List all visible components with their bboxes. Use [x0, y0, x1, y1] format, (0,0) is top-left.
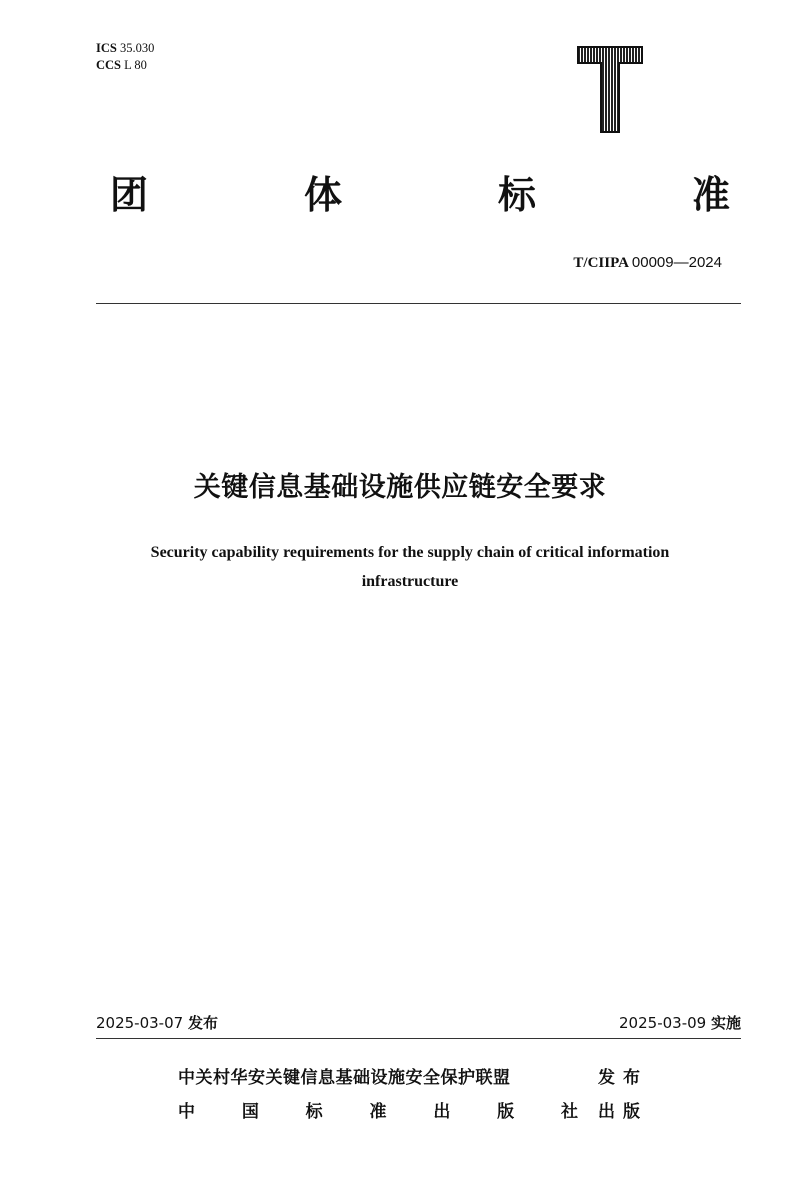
ccs-line — [96, 57, 154, 74]
top-divider — [96, 303, 741, 304]
issue-date-value: 2025-03-07 — [96, 1014, 184, 1032]
title-english-line: Security capability requirements for the supply chain of critical information — [150, 544, 670, 561]
ccs-code: L 80 — [124, 58, 147, 72]
title-english-line: infrastructure — [361, 573, 459, 590]
classification-codes — [96, 40, 154, 74]
standard-type-char: 团 — [110, 173, 149, 217]
standard-type-char: 准 — [691, 173, 730, 217]
standard-logo-t — [575, 44, 645, 136]
implementation-date — [619, 1012, 741, 1033]
publisher-char: 版 — [497, 1102, 515, 1122]
publisher-role: 出版 — [598, 1102, 648, 1122]
publisher-char: 中 — [178, 1102, 195, 1122]
issue-date — [96, 1012, 218, 1033]
publisher-char: 国 — [241, 1102, 259, 1122]
implementation-date-value: 2025-03-09 — [619, 1014, 707, 1032]
issuer-name: 中关村华安关键信息基础设施安全保护联盟 — [178, 1068, 511, 1088]
ics-line — [96, 40, 154, 57]
title-english — [80, 538, 740, 596]
issuer-row — [178, 1063, 660, 1088]
bottom-divider — [96, 1038, 741, 1039]
publisher-char: 出 — [433, 1102, 451, 1122]
standard-type-char: 标 — [497, 173, 536, 217]
ics-code: 35.030 — [119, 41, 155, 55]
title-chinese: 关键信息基础设施供应链安全要求 — [193, 472, 607, 503]
ccs-label: CCS — [96, 58, 122, 72]
publisher-name — [178, 1097, 598, 1122]
standard-number-value: 00009—2024 — [631, 254, 722, 271]
issuer-role: 发布 — [598, 1068, 648, 1088]
issue-date-label: 发布 — [187, 1014, 218, 1032]
standard-type-char: 体 — [303, 173, 342, 217]
implementation-date-label: 实施 — [710, 1014, 741, 1032]
standard-number-prefix: T/CIIPA — [573, 255, 629, 271]
logo-letter: T — [575, 44, 576, 45]
standard-number — [573, 254, 722, 272]
publisher-row — [178, 1097, 660, 1122]
standard-type-heading — [110, 170, 730, 220]
publisher-char: 准 — [369, 1102, 387, 1122]
publisher-char: 标 — [305, 1102, 323, 1122]
publisher-char: 社 — [560, 1102, 578, 1122]
ics-label: ICS — [96, 41, 117, 55]
